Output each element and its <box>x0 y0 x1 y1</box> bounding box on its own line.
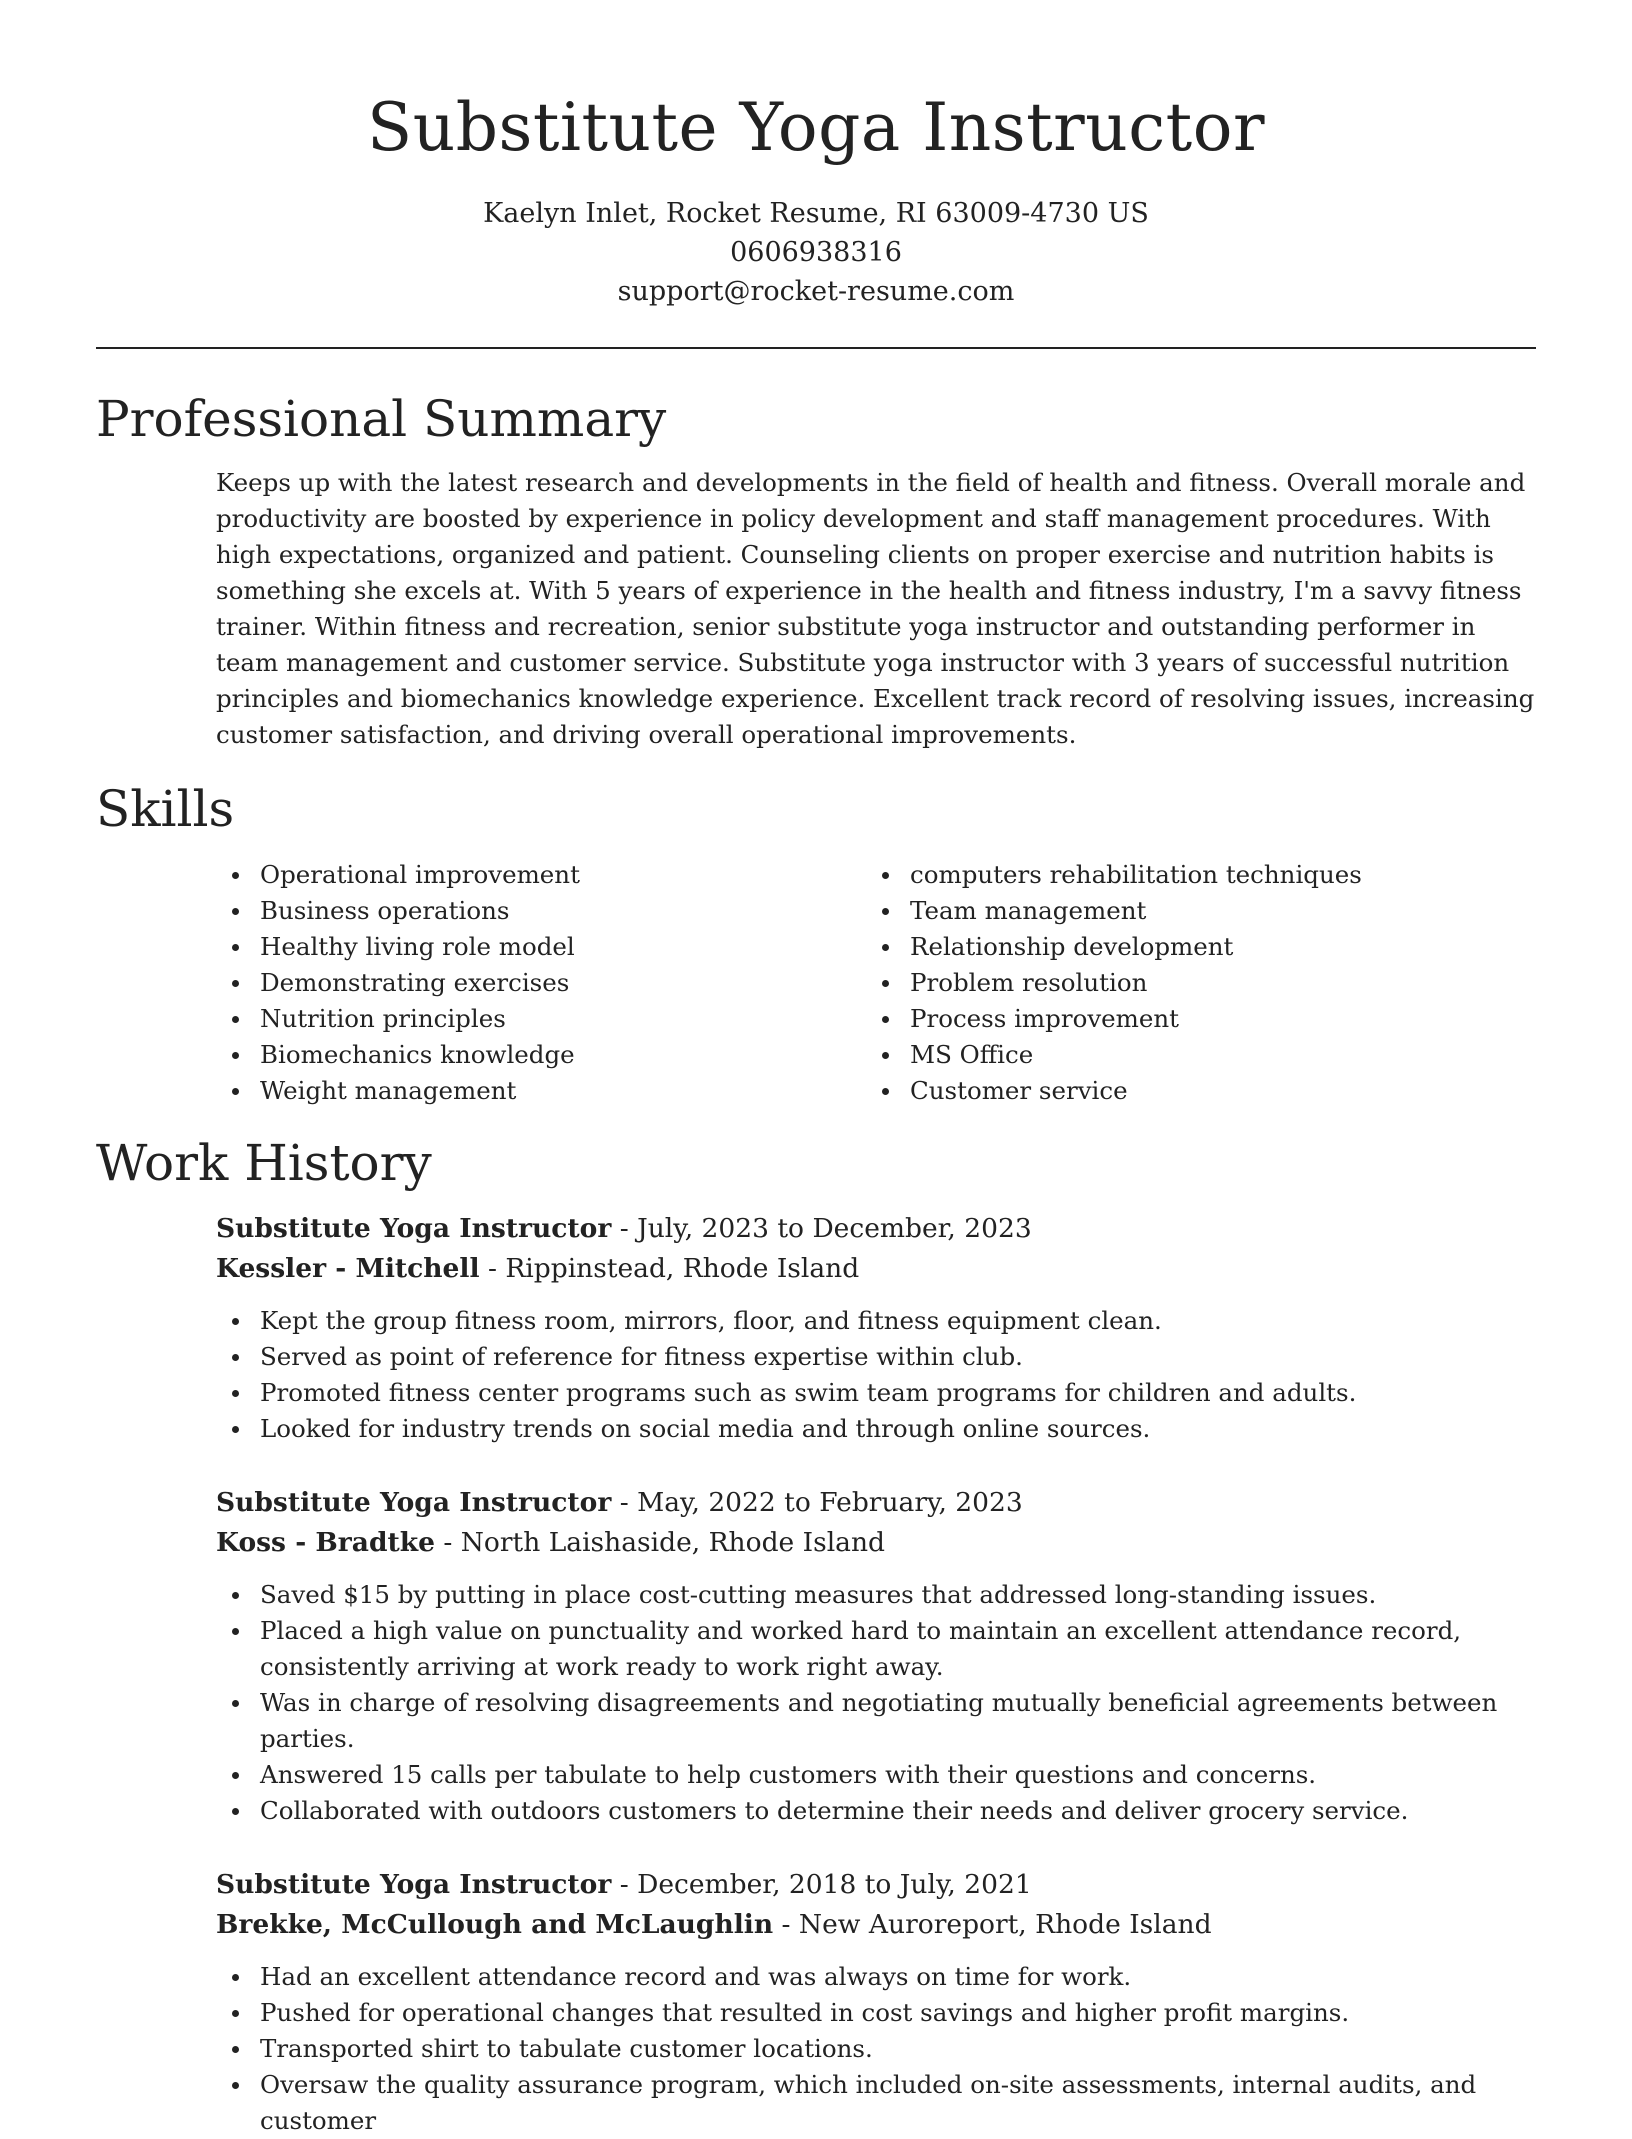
skill-item: Nutrition principles <box>216 1001 866 1037</box>
job-company: Brekke, McCullough and McLaughlin <box>216 1909 774 1940</box>
summary-heading: Professional Summary <box>96 390 667 448</box>
job-title-line <box>216 1209 1536 1249</box>
job-bullet: Served as point of reference for fitness expertise within club. <box>216 1339 1536 1375</box>
job-bullet: Had an excellent attendance record and was always on time for work. <box>216 1959 1536 1995</box>
job-company-line <box>216 1905 1536 1945</box>
contact-email: support@rocket-resume.com <box>617 276 1015 307</box>
job-title: Substitute Yoga Instructor <box>216 1869 612 1900</box>
job-bullet: Pushed for operational changes that resulted in cost savings and higher profit margins. <box>216 1995 1536 2031</box>
work-history-heading: Work History <box>96 1134 432 1192</box>
contact-address: Kaelyn Inlet, Rocket Resume, RI 63009-4730 US <box>483 198 1149 229</box>
job-entry <box>216 1483 1536 1829</box>
job-dates: - December, 2018 to July, 2021 <box>611 1869 1032 1900</box>
job-bullets <box>216 1303 1536 1447</box>
job-title: Substitute Yoga Instructor <box>216 1213 612 1244</box>
skills-list <box>216 857 1536 1109</box>
job-bullet: Placed a high value on punctuality and worked hard to maintain an excellent attendance record, consistently arriving at work ready to work right away. <box>216 1613 1536 1685</box>
skill-item: Problem resolution <box>866 965 1516 1001</box>
job-bullet: Saved $15 by putting in place cost-cutting measures that addressed long-standing issues. <box>216 1577 1536 1613</box>
job-title-line <box>216 1865 1536 1905</box>
job-dates: - July, 2023 to December, 2023 <box>611 1213 1032 1244</box>
job-bullets <box>216 1577 1536 1829</box>
job-location: - Rippinstead, Rhode Island <box>479 1253 860 1284</box>
job-company-line <box>216 1249 1536 1289</box>
skills-heading: Skills <box>96 780 235 838</box>
job-bullets <box>216 1959 1536 2139</box>
job-bullet: Looked for industry trends on social media and through online sources. <box>216 1411 1536 1447</box>
job-location: - North Laishaside, Rhode Island <box>434 1527 886 1558</box>
job-bullet: Transported shirt to tabulate customer locations. <box>216 2031 1536 2067</box>
job-bullet: Answered 15 calls per tabulate to help customers with their questions and concerns. <box>216 1757 1536 1793</box>
job-title: Substitute Yoga Instructor <box>216 1487 612 1518</box>
skill-item: Team management <box>866 893 1516 929</box>
job-bullet: Collaborated with outdoors customers to determine their needs and deliver grocery service. <box>216 1793 1536 1829</box>
skill-item: Healthy living role model <box>216 929 866 965</box>
skill-item: Process improvement <box>866 1001 1516 1037</box>
contact-phone: 0606938316 <box>730 237 902 268</box>
contact-info <box>96 194 1536 311</box>
skill-item: Operational improvement <box>216 857 866 893</box>
skill-item: MS Office <box>866 1037 1516 1073</box>
job-dates: - May, 2022 to February, 2023 <box>611 1487 1023 1518</box>
job-company: Koss - Bradtke <box>216 1527 435 1558</box>
job-title-line <box>216 1483 1536 1523</box>
job-entry <box>216 1209 1536 1447</box>
skill-item: Relationship development <box>866 929 1516 965</box>
skill-item: Biomechanics knowledge <box>216 1037 866 1073</box>
job-company: Kessler - Mitchell <box>216 1253 480 1284</box>
skill-item: computers rehabilitation techniques <box>866 857 1516 893</box>
job-entry <box>216 1865 1536 2139</box>
job-bullet: Kept the group fitness room, mirrors, floor, and fitness equipment clean. <box>216 1303 1536 1339</box>
job-location: - New Auroreport, Rhode Island <box>773 1909 1212 1940</box>
header-divider <box>96 347 1536 349</box>
skills-column-right <box>866 857 1516 1109</box>
resume-title: Substitute Yoga Instructor <box>366 89 1265 166</box>
summary-text: Keeps up with the latest research and developments in the field of health and fitness. Overall morale and productivity are boosted by experience in policy development and staff management procedures. With high expectations, organized and patient. Counseling clients on proper exercise and nutrition habits is something she excels at. With 5 years of experience in the health and fitness industry, I'm a savvy fitness trainer. Within fitness and recreation, senior substitute yoga instructor and outstanding performer in team management and customer service. Substitute yoga instructor with 3 years of successful nutrition principles and biomechanics knowledge experience. Excellent track record of resolving issues, increasing customer satisfaction, and driving overall operational improvements. <box>216 468 1535 749</box>
skill-item: Weight management <box>216 1073 866 1109</box>
skill-item: Customer service <box>866 1073 1516 1109</box>
job-bullet: Promoted fitness center programs such as swim team programs for children and adults. <box>216 1375 1536 1411</box>
skill-item: Demonstrating exercises <box>216 965 866 1001</box>
job-bullet: Was in charge of resolving disagreements and negotiating mutually beneficial agreements between parties. <box>216 1685 1536 1757</box>
job-company-line <box>216 1523 1536 1563</box>
resume-header <box>96 0 1536 311</box>
skill-item: Business operations <box>216 893 866 929</box>
skills-column-left <box>216 857 866 1109</box>
job-bullet: Oversaw the quality assurance program, which included on-site assessments, internal audits, and customer <box>216 2067 1536 2139</box>
